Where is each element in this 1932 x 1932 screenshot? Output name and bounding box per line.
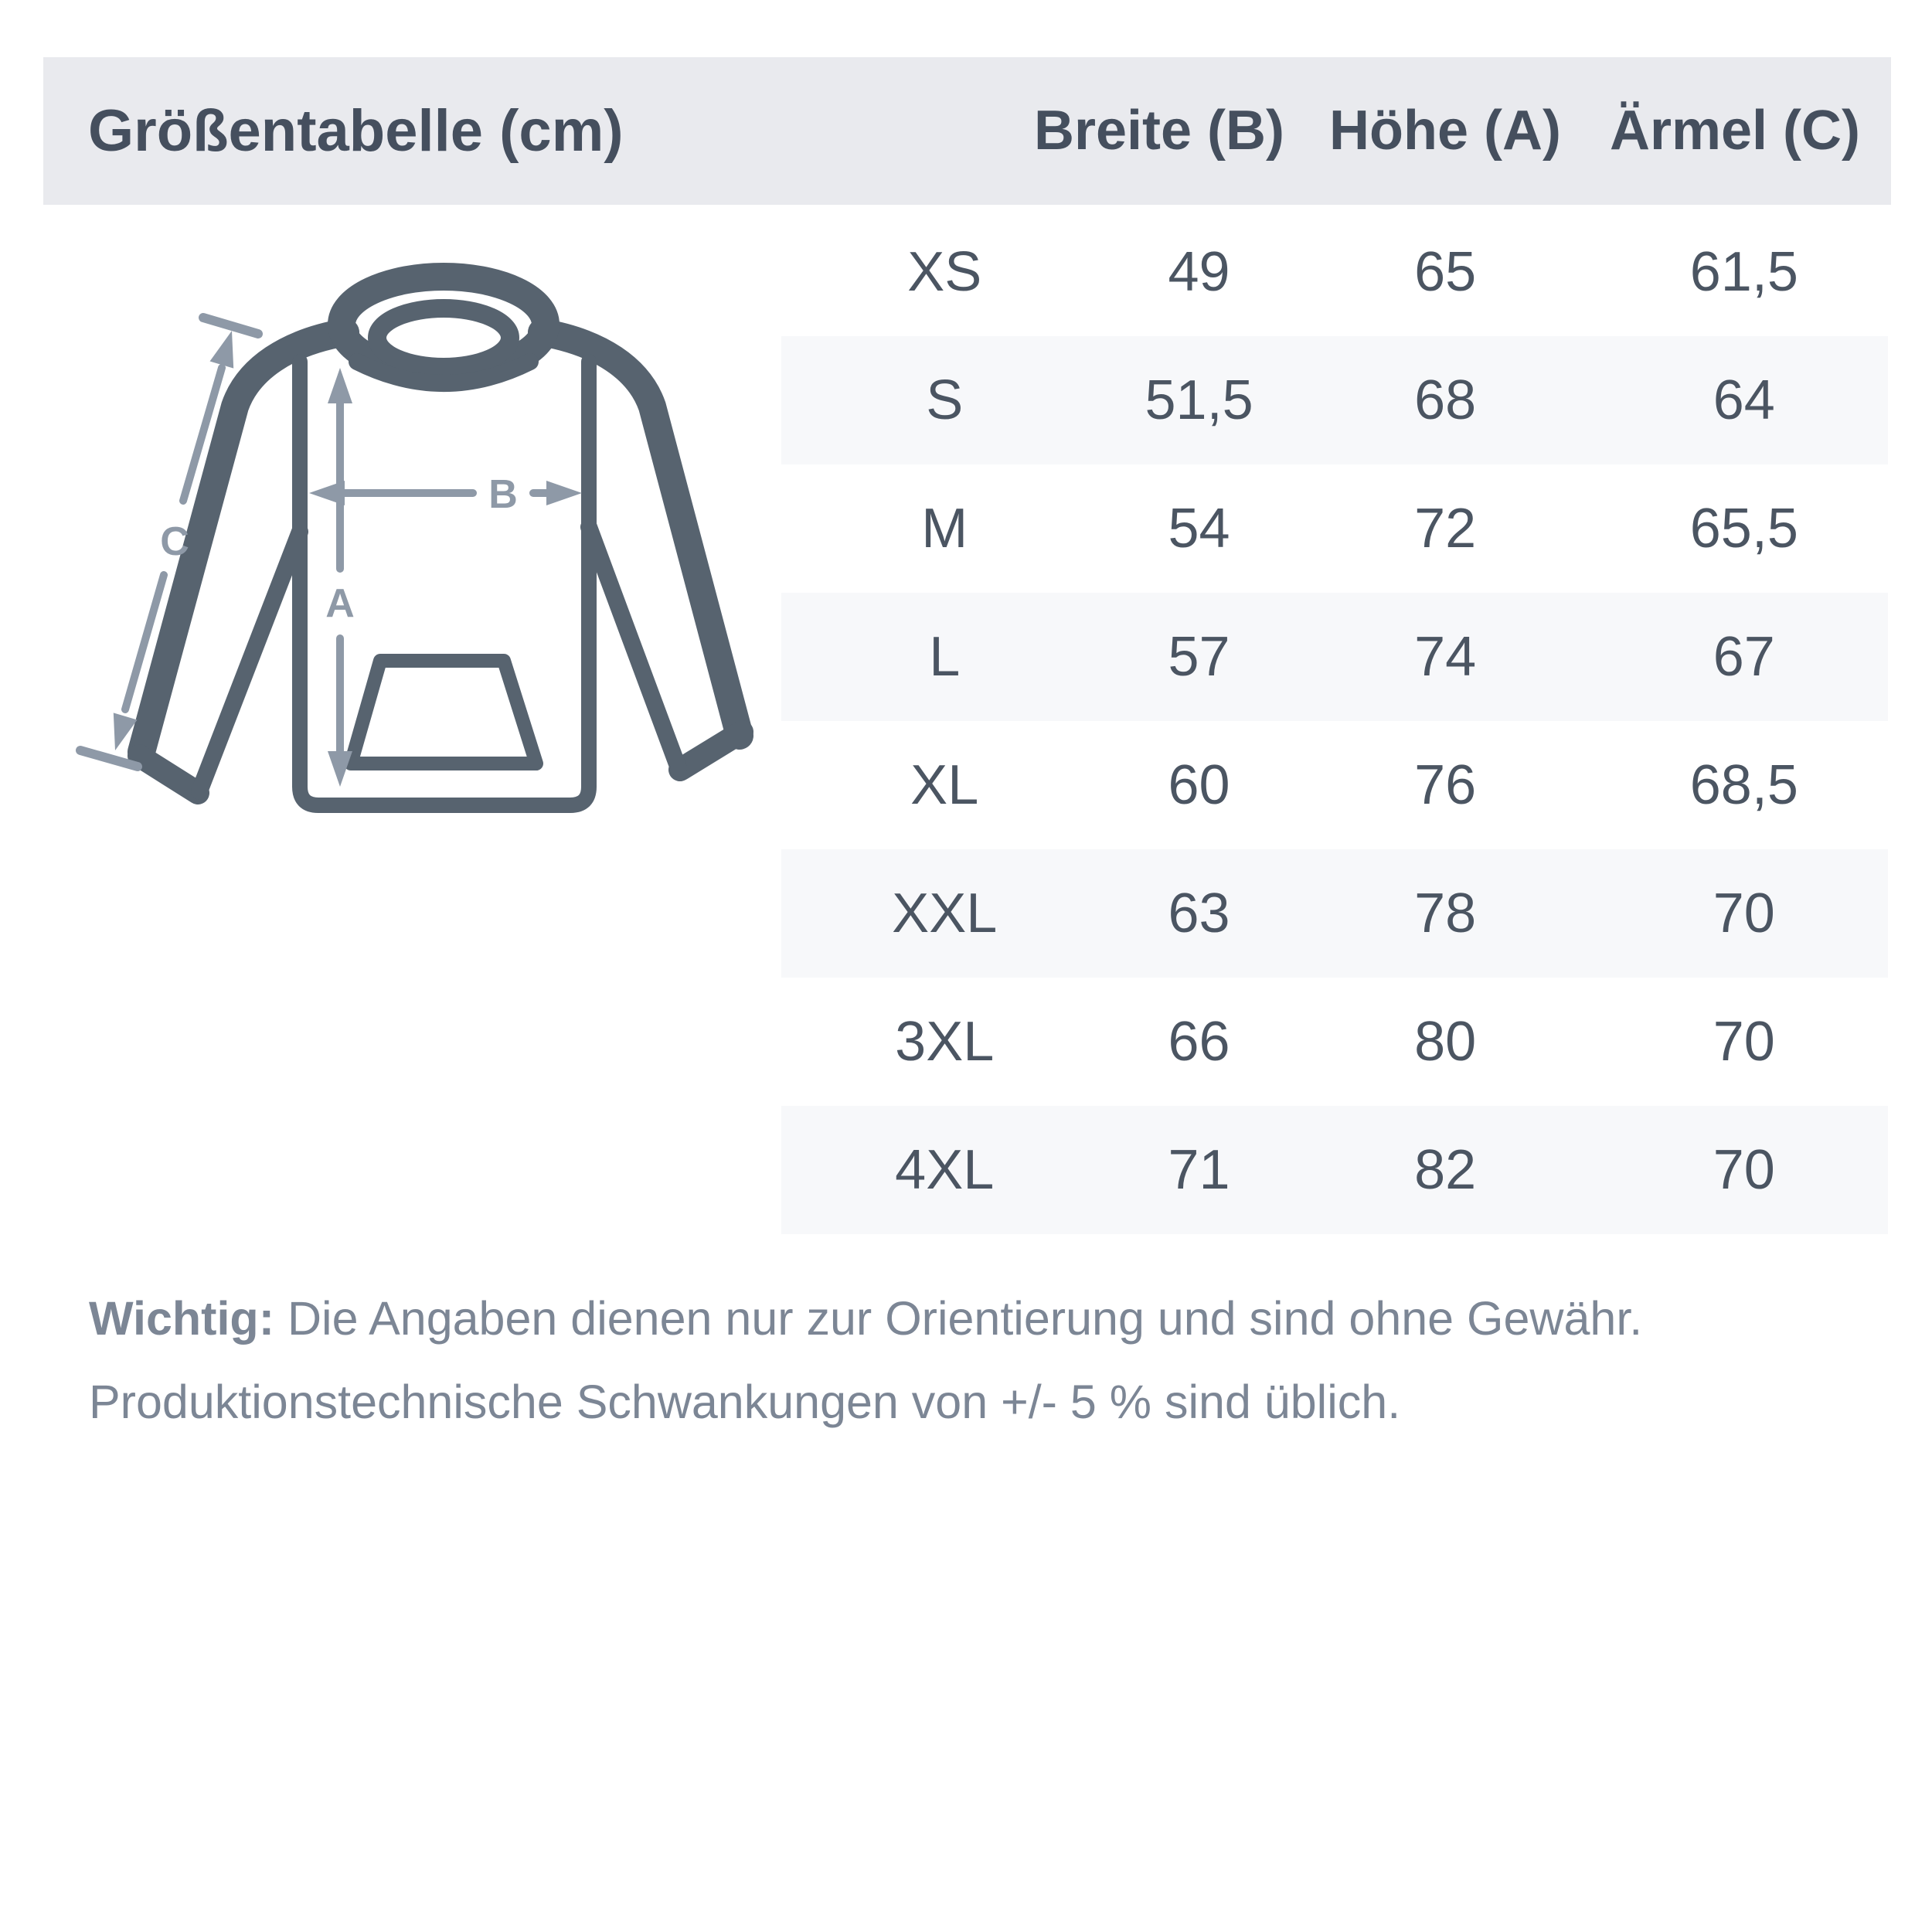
hoehe-cell: 65 (1414, 241, 1477, 303)
breite-cell: 51,5 (1145, 369, 1253, 431)
size-cell: 3XL (895, 1011, 995, 1073)
size-cell: XL (910, 754, 979, 816)
size-cell: XS (907, 241, 982, 303)
hoehe-cell: 68 (1414, 369, 1477, 431)
table-row (781, 208, 1888, 336)
table-header-bar (43, 57, 1891, 205)
disclaimer-note-bold: Wichtig: (89, 1292, 275, 1345)
disclaimer-note-line1: Die Angaben dienen nur zur Orientierung und sind ohne Gewähr. (287, 1292, 1643, 1345)
aermel-cell: 70 (1713, 883, 1775, 944)
breite-cell: 60 (1168, 754, 1230, 816)
hoehe-cell: 76 (1414, 754, 1477, 816)
table-row (781, 464, 1888, 593)
hoehe-cell: 82 (1414, 1139, 1477, 1201)
breite-cell: 66 (1168, 1011, 1230, 1073)
size-cell: L (929, 626, 961, 688)
breite-cell: 54 (1168, 498, 1230, 560)
hoehe-cell: 80 (1414, 1011, 1477, 1073)
measurement-arrow-b (309, 481, 582, 505)
aermel-cell: 70 (1713, 1139, 1775, 1201)
aermel-cell: 70 (1713, 1011, 1775, 1073)
aermel-cell: 61,5 (1689, 241, 1798, 303)
aermel-cell: 64 (1713, 369, 1775, 431)
breite-cell: 49 (1168, 241, 1230, 303)
column-header-breite: Breite (B) (1033, 100, 1285, 162)
size-cell: M (921, 498, 968, 560)
disclaimer-note-line2: Produktionstechnische Schwankungen von +/- 5 % sind üblich. (89, 1376, 1401, 1428)
label-c: C (160, 519, 189, 564)
hoodie-measurement-diagram (46, 247, 788, 943)
table-row (781, 593, 1888, 721)
size-cell: XXL (892, 883, 998, 944)
page-title: Größentabelle (cm) (88, 98, 624, 164)
breite-cell: 57 (1168, 626, 1230, 688)
breite-cell: 63 (1168, 883, 1230, 944)
size-cell: 4XL (895, 1139, 995, 1201)
hoehe-cell: 74 (1414, 626, 1477, 688)
label-a: A (325, 581, 355, 626)
hoehe-cell: 72 (1414, 498, 1477, 560)
aermel-cell: 68,5 (1689, 754, 1798, 816)
measurement-arrow-a (328, 368, 352, 787)
disclaimer-note (89, 1277, 1851, 1444)
column-header-hoehe: Höhe (A) (1329, 100, 1561, 162)
table-row (781, 336, 1888, 464)
table-row (781, 721, 1888, 849)
breite-cell: 71 (1168, 1139, 1230, 1201)
hoodie-outline-icon (46, 247, 788, 943)
aermel-cell: 67 (1713, 626, 1775, 688)
table-row (781, 849, 1888, 978)
hoehe-cell: 78 (1414, 883, 1477, 944)
size-cell: S (926, 369, 964, 431)
table-row (781, 978, 1888, 1106)
table-row (781, 1106, 1888, 1234)
size-table (781, 208, 1888, 1234)
label-b: B (488, 472, 518, 517)
column-header-aermel: Ärmel (C) (1609, 100, 1861, 162)
aermel-cell: 65,5 (1689, 498, 1798, 560)
